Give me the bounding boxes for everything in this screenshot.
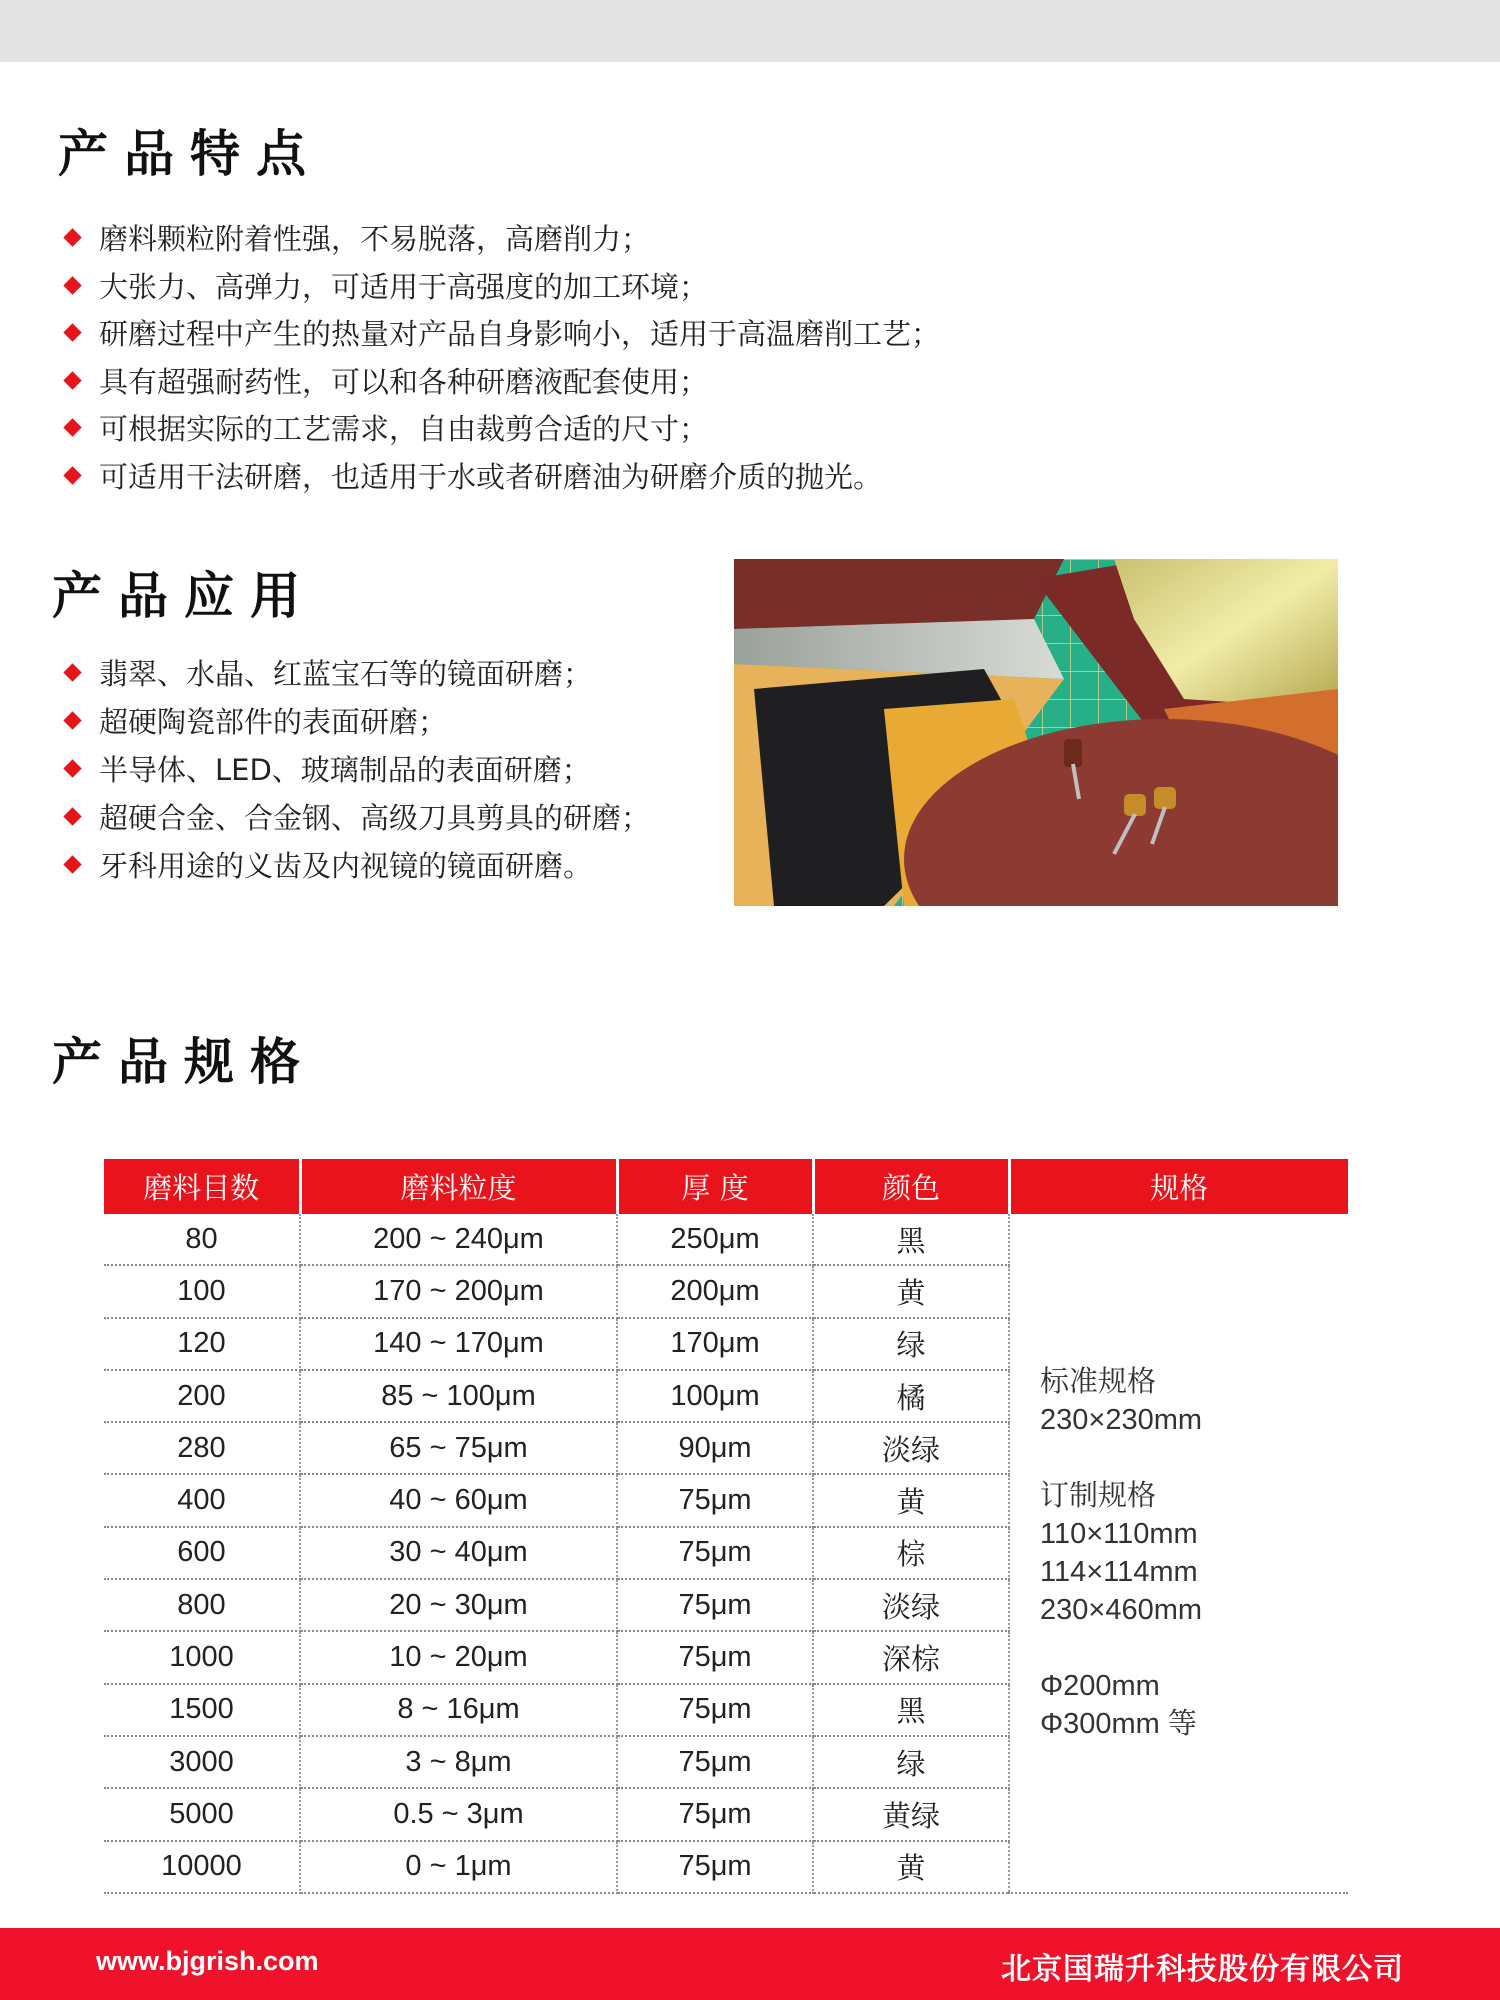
mesh-cell: 200 (104, 1370, 300, 1422)
thickness-cell: 75μm (617, 1527, 813, 1579)
thickness-cell: 100μm (617, 1370, 813, 1422)
thickness-cell: 90μm (617, 1422, 813, 1474)
website-link[interactable]: www.bjgrish.com (96, 1946, 319, 1976)
grain-cell: 8 ~ 16μm (300, 1684, 617, 1736)
feature-text: 研磨过程中产生的热量对产品自身影响小，适用于高温磨削工艺； (99, 317, 941, 352)
mesh-cell: 80 (104, 1214, 300, 1265)
diamond-bullet-icon (63, 419, 81, 437)
list-item (66, 648, 650, 696)
grain-cell: 140 ~ 170μm (300, 1318, 617, 1370)
top-band (0, 0, 1500, 62)
mesh-cell: 3000 (104, 1736, 300, 1788)
mesh-cell: 1000 (104, 1631, 300, 1683)
feature-text: 可根据实际的工艺需求，自由裁剪合适的尺寸； (99, 412, 709, 447)
diamond-bullet-icon (63, 466, 81, 484)
grain-cell: 10 ~ 20μm (300, 1631, 617, 1683)
table-row (104, 1214, 1348, 1265)
standard-size-label: 标准规格 (1040, 1365, 1157, 1398)
mesh-cell: 1500 (104, 1684, 300, 1736)
footer-bar (0, 1928, 1500, 2000)
diamond-bullet-icon (63, 229, 81, 247)
list-item (66, 840, 650, 888)
thickness-cell: 75μm (617, 1474, 813, 1526)
mesh-cell: 600 (104, 1527, 300, 1579)
thickness-cell: 75μm (617, 1841, 813, 1893)
thickness-cell: 75μm (617, 1736, 813, 1788)
application-text: 半导体、LED、玻璃制品的表面研磨； (99, 752, 591, 787)
mesh-cell: 120 (104, 1318, 300, 1370)
application-text: 超硬合金、合金钢、高级刀具剪具的研磨； (99, 800, 651, 835)
diamond-bullet-icon (63, 276, 81, 294)
list-item (66, 357, 940, 405)
thickness-cell: 250μm (617, 1214, 813, 1265)
header-color: 颜色 (813, 1159, 1009, 1214)
color-cell: 淡绿 (813, 1579, 1009, 1631)
applications-title: 产品应用 (52, 567, 316, 625)
mesh-cell: 800 (104, 1579, 300, 1631)
color-cell: 黑 (813, 1684, 1009, 1736)
size-notes-cell (1009, 1214, 1348, 1893)
grain-cell: 0 ~ 1μm (300, 1841, 617, 1893)
thickness-cell: 75μm (617, 1788, 813, 1840)
header-grain: 磨料粒度 (300, 1159, 617, 1214)
grain-cell: 85 ~ 100μm (300, 1370, 617, 1422)
grain-cell: 30 ~ 40μm (300, 1527, 617, 1579)
custom-size-value: 230×460mm (1040, 1593, 1203, 1626)
grain-cell: 3 ~ 8μm (300, 1736, 617, 1788)
color-cell: 黄绿 (813, 1788, 1009, 1840)
diamond-bullet-icon (63, 663, 81, 681)
list-item (66, 262, 940, 310)
feature-text: 大张力、高弹力，可适用于高强度的加工环境； (99, 269, 709, 304)
diamond-bullet-icon (63, 371, 81, 389)
list-item (66, 404, 940, 452)
custom-size-value: 110×110mm (1040, 1517, 1198, 1550)
application-text: 翡翠、水晶、红蓝宝石等的镜面研磨； (99, 656, 593, 691)
round-size-value: Φ200mm (1040, 1669, 1160, 1702)
thickness-cell: 75μm (617, 1684, 813, 1736)
color-cell: 绿 (813, 1318, 1009, 1370)
list-item (66, 744, 650, 792)
thickness-cell: 170μm (617, 1318, 813, 1370)
application-text: 牙科用途的义齿及内视镜的镜面研磨。 (99, 848, 593, 883)
color-cell: 黑 (813, 1214, 1009, 1265)
thickness-cell: 75μm (617, 1579, 813, 1631)
diamond-bullet-icon (63, 324, 81, 342)
application-text: 超硬陶瓷部件的表面研磨； (99, 704, 448, 739)
feature-text: 可适用干法研磨，也适用于水或者研磨油为研磨介质的抛光。 (99, 459, 883, 494)
diamond-bullet-icon (63, 759, 81, 777)
color-cell: 橘 (813, 1370, 1009, 1422)
grain-cell: 40 ~ 60μm (300, 1474, 617, 1526)
grain-cell: 0.5 ~ 3μm (300, 1788, 617, 1840)
custom-size-value: 114×114mm (1040, 1555, 1198, 1588)
color-cell: 深棕 (813, 1631, 1009, 1683)
diamond-bullet-icon (63, 711, 81, 729)
color-cell: 黄 (813, 1474, 1009, 1526)
abrasive-sheets-illustration (734, 559, 1338, 906)
applications-list (66, 648, 650, 888)
diamond-bullet-icon (63, 807, 81, 825)
mesh-cell: 10000 (104, 1841, 300, 1893)
thickness-cell: 200μm (617, 1265, 813, 1317)
color-cell: 棕 (813, 1527, 1009, 1579)
grain-cell: 65 ~ 75μm (300, 1422, 617, 1474)
custom-size-label: 订制规格 (1040, 1479, 1157, 1512)
header-size: 规格 (1009, 1159, 1348, 1214)
list-item (66, 214, 940, 262)
features-list (66, 214, 940, 499)
mesh-cell: 100 (104, 1265, 300, 1317)
thickness-cell: 75μm (617, 1631, 813, 1683)
standard-size-value: 230×230mm (1040, 1403, 1203, 1436)
spec-table-header (104, 1159, 1348, 1214)
diamond-bullet-icon (63, 855, 81, 873)
color-cell: 绿 (813, 1736, 1009, 1788)
round-size-value: Φ300mm 等 (1040, 1707, 1197, 1740)
color-cell: 淡绿 (813, 1422, 1009, 1474)
mesh-cell: 5000 (104, 1788, 300, 1840)
header-thickness: 厚 度 (617, 1159, 813, 1214)
list-item (66, 452, 940, 500)
feature-text: 具有超强耐药性，可以和各种研磨液配套使用； (99, 364, 709, 399)
color-cell: 黄 (813, 1265, 1009, 1317)
spec-table (104, 1159, 1348, 1894)
header-mesh: 磨料目数 (104, 1159, 300, 1214)
specs-title: 产品规格 (52, 1033, 316, 1091)
features-title: 产品特点 (58, 125, 322, 183)
feature-text: 磨料颗粒附着性强，不易脱落，高磨削力； (99, 222, 651, 257)
grain-cell: 200 ~ 240μm (300, 1214, 617, 1265)
list-item (66, 792, 650, 840)
mesh-cell: 400 (104, 1474, 300, 1526)
grain-cell: 20 ~ 30μm (300, 1579, 617, 1631)
product-photo (734, 559, 1338, 906)
list-item (66, 309, 940, 357)
company-name: 北京国瑞升科技股份有限公司 (1001, 1952, 1404, 1987)
list-item (66, 696, 650, 744)
grain-cell: 170 ~ 200μm (300, 1265, 617, 1317)
mesh-cell: 280 (104, 1422, 300, 1474)
color-cell: 黄 (813, 1841, 1009, 1893)
